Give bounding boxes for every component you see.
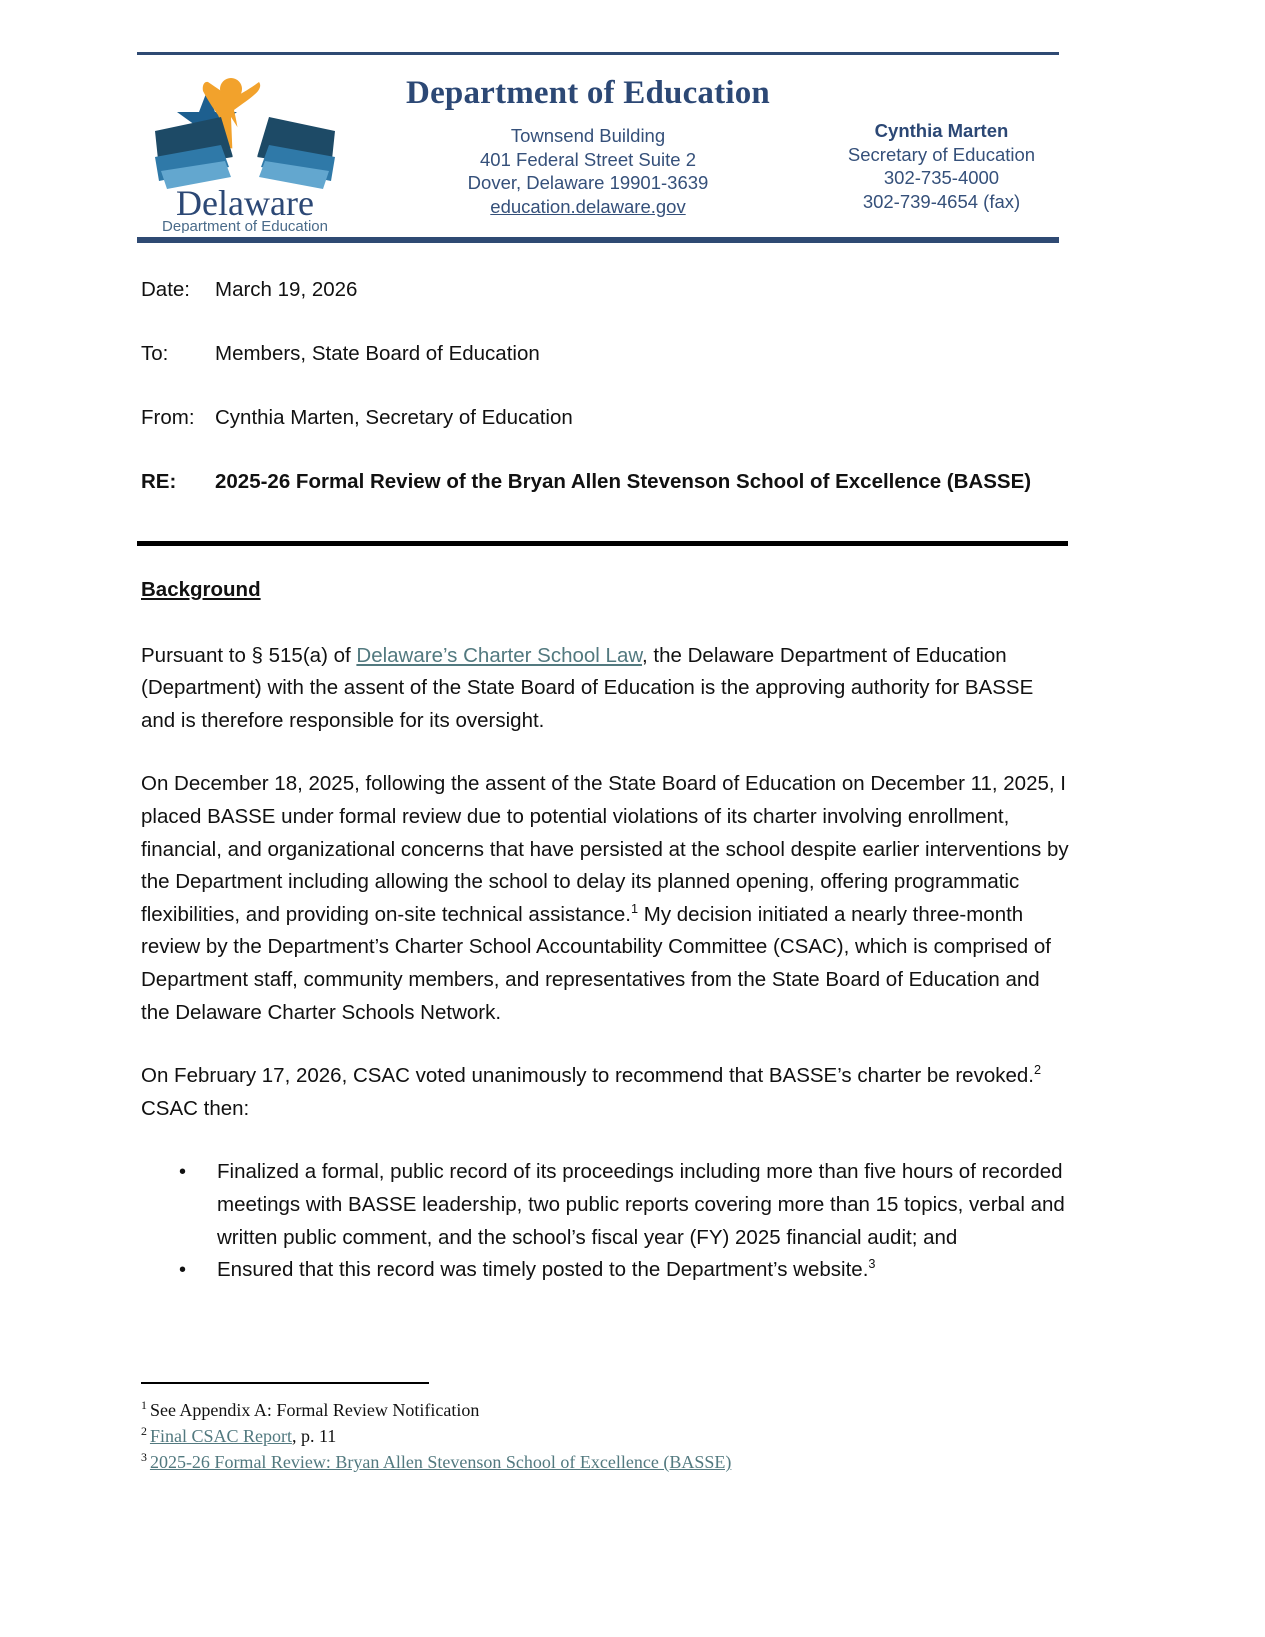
svg-text:Delaware: Delaware bbox=[175, 183, 314, 223]
paragraph-3-text-part-1: On February 17, 2026, CSAC voted unanimously to recommend that BASSE’s charter be revoked. bbox=[141, 1064, 1034, 1088]
footnotes-area bbox=[141, 1382, 1071, 1475]
memo-re-label: RE: bbox=[141, 470, 177, 493]
letterhead bbox=[137, 52, 1059, 243]
secretary-phone: 302-735-4000 bbox=[883, 167, 1000, 188]
memo-date-value: March 19, 2026 bbox=[215, 278, 358, 301]
bullet-icon: • bbox=[179, 1259, 187, 1282]
footnote-3-marker: 3 bbox=[141, 1450, 147, 1464]
list-item bbox=[141, 1254, 1071, 1287]
secretary-role: Secretary of Education bbox=[847, 143, 1036, 165]
section-heading-background: Background bbox=[141, 578, 261, 601]
footnote-ref-3[interactable]: 3 bbox=[868, 1256, 876, 1272]
logo-icon bbox=[145, 65, 345, 233]
footnote-ref-2[interactable]: 2 bbox=[1033, 1062, 1042, 1078]
csac-actions-list bbox=[141, 1156, 1071, 1286]
memo-from-value: Cynthia Marten, Secretary of Education bbox=[215, 406, 573, 429]
paragraph-1-text-after-link: , the Delaware Department of Education (Department) with the assent of the State Board of Education is the approving authority for BASSE and is therefore responsible for its oversight. bbox=[141, 643, 1034, 732]
memo-row-re bbox=[141, 470, 1071, 494]
letterhead-address-line-3: Dover, Delaware 19901-3639 bbox=[467, 172, 709, 194]
charter-school-law-link[interactable]: Delaware’s Charter School Law bbox=[356, 643, 643, 667]
memo-to-label: To: bbox=[141, 342, 169, 365]
delaware-doe-logo bbox=[137, 61, 352, 233]
paragraph-3-text-part-2: CSAC then: bbox=[141, 1096, 250, 1120]
list-item-text: Finalized a formal, public record of its proceedings including more than five hours of recorded meetings with BASSE leadership, two public reports covering more than 15 topics, verbal and written public comment, and the school’s fiscal year (FY) 2025 financial audit; and bbox=[217, 1160, 1065, 1249]
memo-row-from bbox=[141, 406, 1071, 430]
secretary-fax: 302-739-4654 (fax) bbox=[862, 190, 1021, 212]
formal-review-basse-link[interactable]: 2025-26 Formal Review: Bryan Allen Stevenson School of Excellence (BASSE) bbox=[149, 1452, 732, 1472]
paragraph-charter-law bbox=[141, 640, 1071, 738]
footnote-ref-1[interactable]: 1 bbox=[630, 900, 639, 916]
letterhead-website-link[interactable]: education.delaware.gov bbox=[490, 195, 686, 217]
footnote-1 bbox=[141, 1397, 1071, 1423]
footnote-2 bbox=[141, 1423, 1071, 1449]
final-csac-report-link[interactable]: Final CSAC Report bbox=[149, 1426, 292, 1446]
memo-divider-rule bbox=[137, 541, 1068, 546]
letterhead-bottom-rule bbox=[137, 237, 1059, 243]
memo-re-value: 2025-26 Formal Review of the Bryan Allen Stevenson School of Excellence (BASSE) bbox=[215, 470, 1032, 493]
list-item-text: Ensured that this record was timely posted to the Department’s website. bbox=[217, 1258, 869, 1282]
paragraph-csac-vote bbox=[141, 1060, 1071, 1125]
memo-header bbox=[141, 278, 1071, 494]
footnote-2-marker: 2 bbox=[141, 1424, 147, 1438]
letterhead-address-line-1: Townsend Building bbox=[510, 125, 666, 147]
letterhead-title: Department of Education bbox=[406, 75, 770, 111]
list-item bbox=[141, 1156, 1071, 1254]
memo-from-label: From: bbox=[141, 406, 195, 429]
footnote-separator-rule bbox=[141, 1382, 429, 1384]
paragraph-2-text-part-1: On December 18, 2025, following the assent of the State Board of Education on December 11, 2025, I placed BASSE under formal review due to potential violations of its charter involving enrollment, financial, and organizational concerns that have persisted at the school despite earlier interventions by the Department including allowing the school to delay its planned opening, offering programmatic flexibilities, and providing on-site technical assistance. bbox=[141, 772, 1069, 926]
paragraph-2-text-part-2: My decision initiated a nearly three-month review by the Department’s Charter School Accountability Committee (CSAC), which is comprised of Department staff, community members, and representatives from the State Board of Education and the Delaware Charter Schools Network. bbox=[141, 902, 1051, 1024]
memo-body bbox=[141, 574, 1071, 1287]
footnote-2-text: , p. 11 bbox=[291, 1426, 337, 1446]
bullet-icon: • bbox=[179, 1161, 187, 1184]
paragraph-formal-review bbox=[141, 768, 1071, 1029]
svg-text:Department of Education: Department of Education bbox=[161, 218, 328, 233]
letterhead-address-line-2: 401 Federal Street Suite 2 bbox=[480, 148, 696, 170]
memo-to-value: Members, State Board of Education bbox=[215, 342, 540, 365]
paragraph-1-text-before-link: Pursuant to § 515(a) of bbox=[141, 643, 357, 667]
memo-row-date bbox=[141, 278, 1071, 302]
footnote-1-marker: 1 bbox=[141, 1398, 147, 1412]
footnote-3 bbox=[141, 1449, 1071, 1475]
footnote-1-text: See Appendix A: Formal Review Notification bbox=[149, 1400, 480, 1420]
memo-date-label: Date: bbox=[141, 278, 190, 301]
secretary-name: Cynthia Marten bbox=[874, 120, 1009, 141]
memo-row-to bbox=[141, 342, 1071, 366]
